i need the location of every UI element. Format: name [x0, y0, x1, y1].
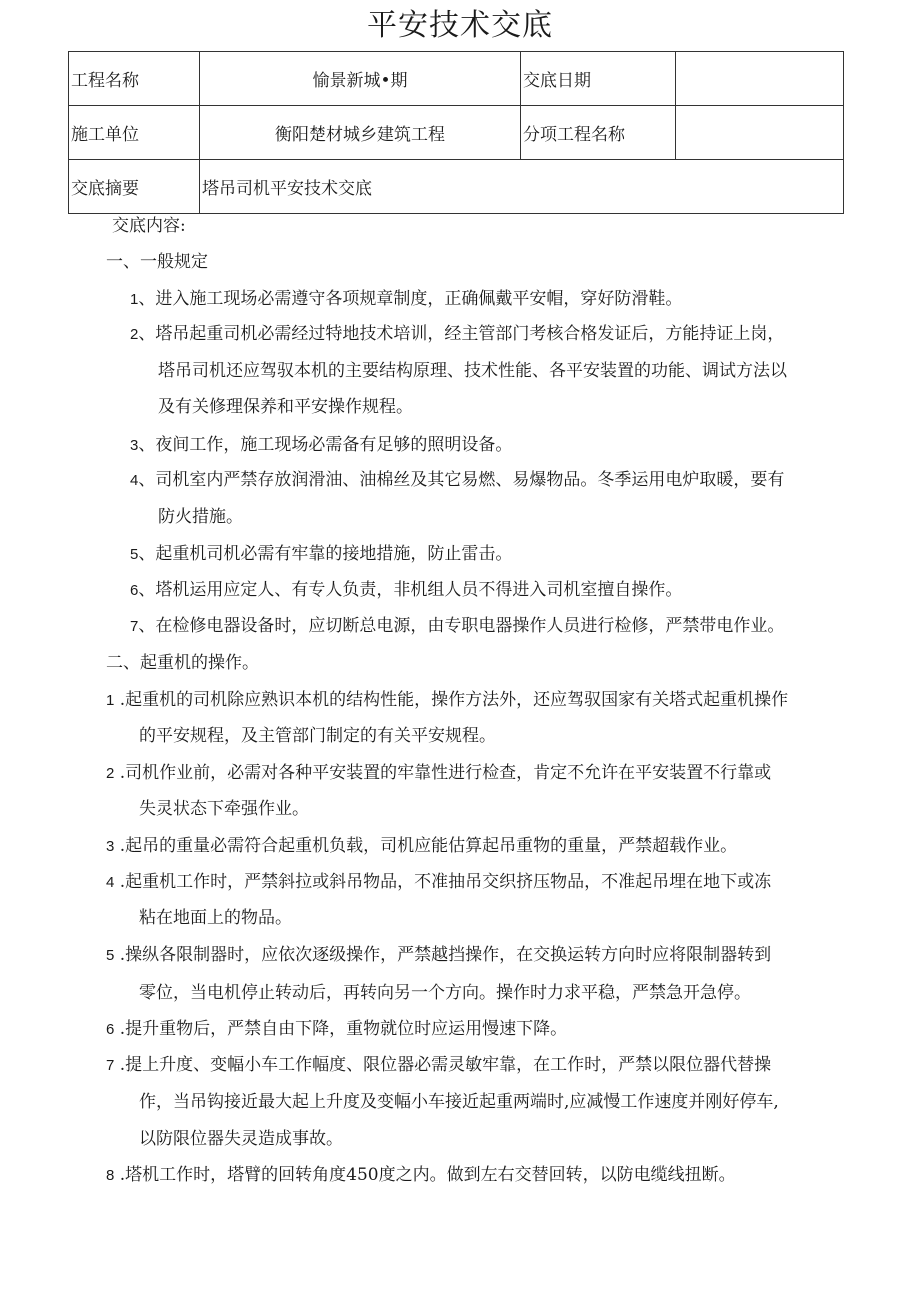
summary-value: 塔吊司机平安技术交底 — [200, 160, 844, 214]
list-item: 5、起重机司机必需有牢靠的接地措施，防止雷击。 — [130, 544, 513, 564]
list-item-continuation: 的平安规程，及主管部门制定的有关平安规程。 — [139, 726, 496, 746]
list-item: 8 .塔机工作时，塔臂的回转角度450度之内。做到左右交替回转，以防电缆线扭断。 — [106, 1165, 736, 1185]
list-item: 6 .提升重物后，严禁自由下降，重物就位时应运用慢速下降。 — [106, 1019, 568, 1039]
list-item-continuation: 粘在地面上的物品。 — [139, 908, 292, 928]
project-name-value: 愉景新城•期 — [200, 52, 521, 106]
list-item: 1、进入施工现场必需遵守各项规章制度，正确佩戴平安帽，穿好防滑鞋。 — [130, 289, 683, 309]
unit-value: 衡阳楚材城乡建筑工程 — [200, 106, 521, 160]
list-item: 4、司机室内严禁存放润滑油、油棉丝及其它易燃、易爆物品。冬季运用电炉取暖，要有 — [130, 470, 785, 490]
info-table — [68, 51, 844, 214]
list-item: 2 .司机作业前，必需对各种平安装置的牢靠性进行检查，肯定不允许在平安装置不行靠或 — [106, 763, 772, 783]
list-item: 3 .起吊的重量必需符合起重机负载，司机应能估算起吊重物的重量，严禁超载作业。 — [106, 836, 738, 856]
list-item: 5 .操纵各限制器时，应依次逐级操作，严禁越挡操作，在交换运转方向时应将限制器转到 — [106, 945, 772, 965]
project-name-label: 工程名称 — [69, 52, 200, 106]
section1-heading: 一、一般规定 — [106, 252, 208, 272]
date-label: 交底日期 — [521, 52, 676, 106]
info-row-summary — [69, 160, 844, 214]
unit-label: 施工单位 — [69, 106, 200, 160]
summary-label: 交底摘要 — [69, 160, 200, 214]
document-title: 平安技术交底 — [367, 8, 553, 43]
list-item-continuation: 及有关修理保养和平安操作规程。 — [158, 397, 413, 417]
content-heading: 交底内容: — [112, 216, 186, 236]
subproject-label: 分项工程名称 — [521, 106, 676, 160]
list-item-continuation: 塔吊司机还应驾驭本机的主要结构原理、技术性能、各平安装置的功能、调试方法以 — [158, 361, 787, 381]
list-item: 1 .起重机的司机除应熟识本机的结构性能，操作方法外，还应驾驭国家有关塔式起重机操作 — [106, 690, 789, 710]
list-item-continuation: 防火措施。 — [158, 507, 243, 527]
date-value — [676, 52, 844, 106]
info-row-project — [69, 52, 844, 106]
list-item-continuation: 失灵状态下牵强作业。 — [139, 799, 309, 819]
list-item-continuation: 以防限位器失灵造成事故。 — [139, 1129, 343, 1149]
list-item-continuation: 零位，当电机停止转动后，再转向另一个方向。操作时力求平稳，严禁急开急停。 — [139, 983, 751, 1003]
list-item: 2、塔吊起重司机必需经过特地技术培训，经主管部门考核合格发证后，方能持证上岗， — [130, 324, 785, 344]
subproject-value — [676, 106, 844, 160]
section2-heading: 二、起重机的操作。 — [106, 653, 259, 673]
info-row-unit — [69, 106, 844, 160]
list-item: 7 .提上升度、变幅小车工作幅度、限位器必需灵敏牢靠，在工作时，严禁以限位器代替操 — [106, 1055, 772, 1075]
list-item-continuation: 作，当吊钩接近最大起上升度及变幅小车接近起重两端时,应减慢工作速度并刚好停车, — [139, 1092, 779, 1112]
list-item: 3、夜间工作，施工现场必需备有足够的照明设备。 — [130, 435, 513, 455]
list-item: 4 .起重机工作时，严禁斜拉或斜吊物品，不准抽吊交织挤压物品，不准起吊埋在地下或冻 — [106, 872, 772, 892]
list-item: 6、塔机运用应定人、有专人负责，非机组人员不得进入司机室擅自操作。 — [130, 580, 683, 600]
list-item: 7、在检修电器设备时，应切断总电源，由专职电器操作人员进行检修，严禁带电作业。 — [130, 616, 785, 636]
